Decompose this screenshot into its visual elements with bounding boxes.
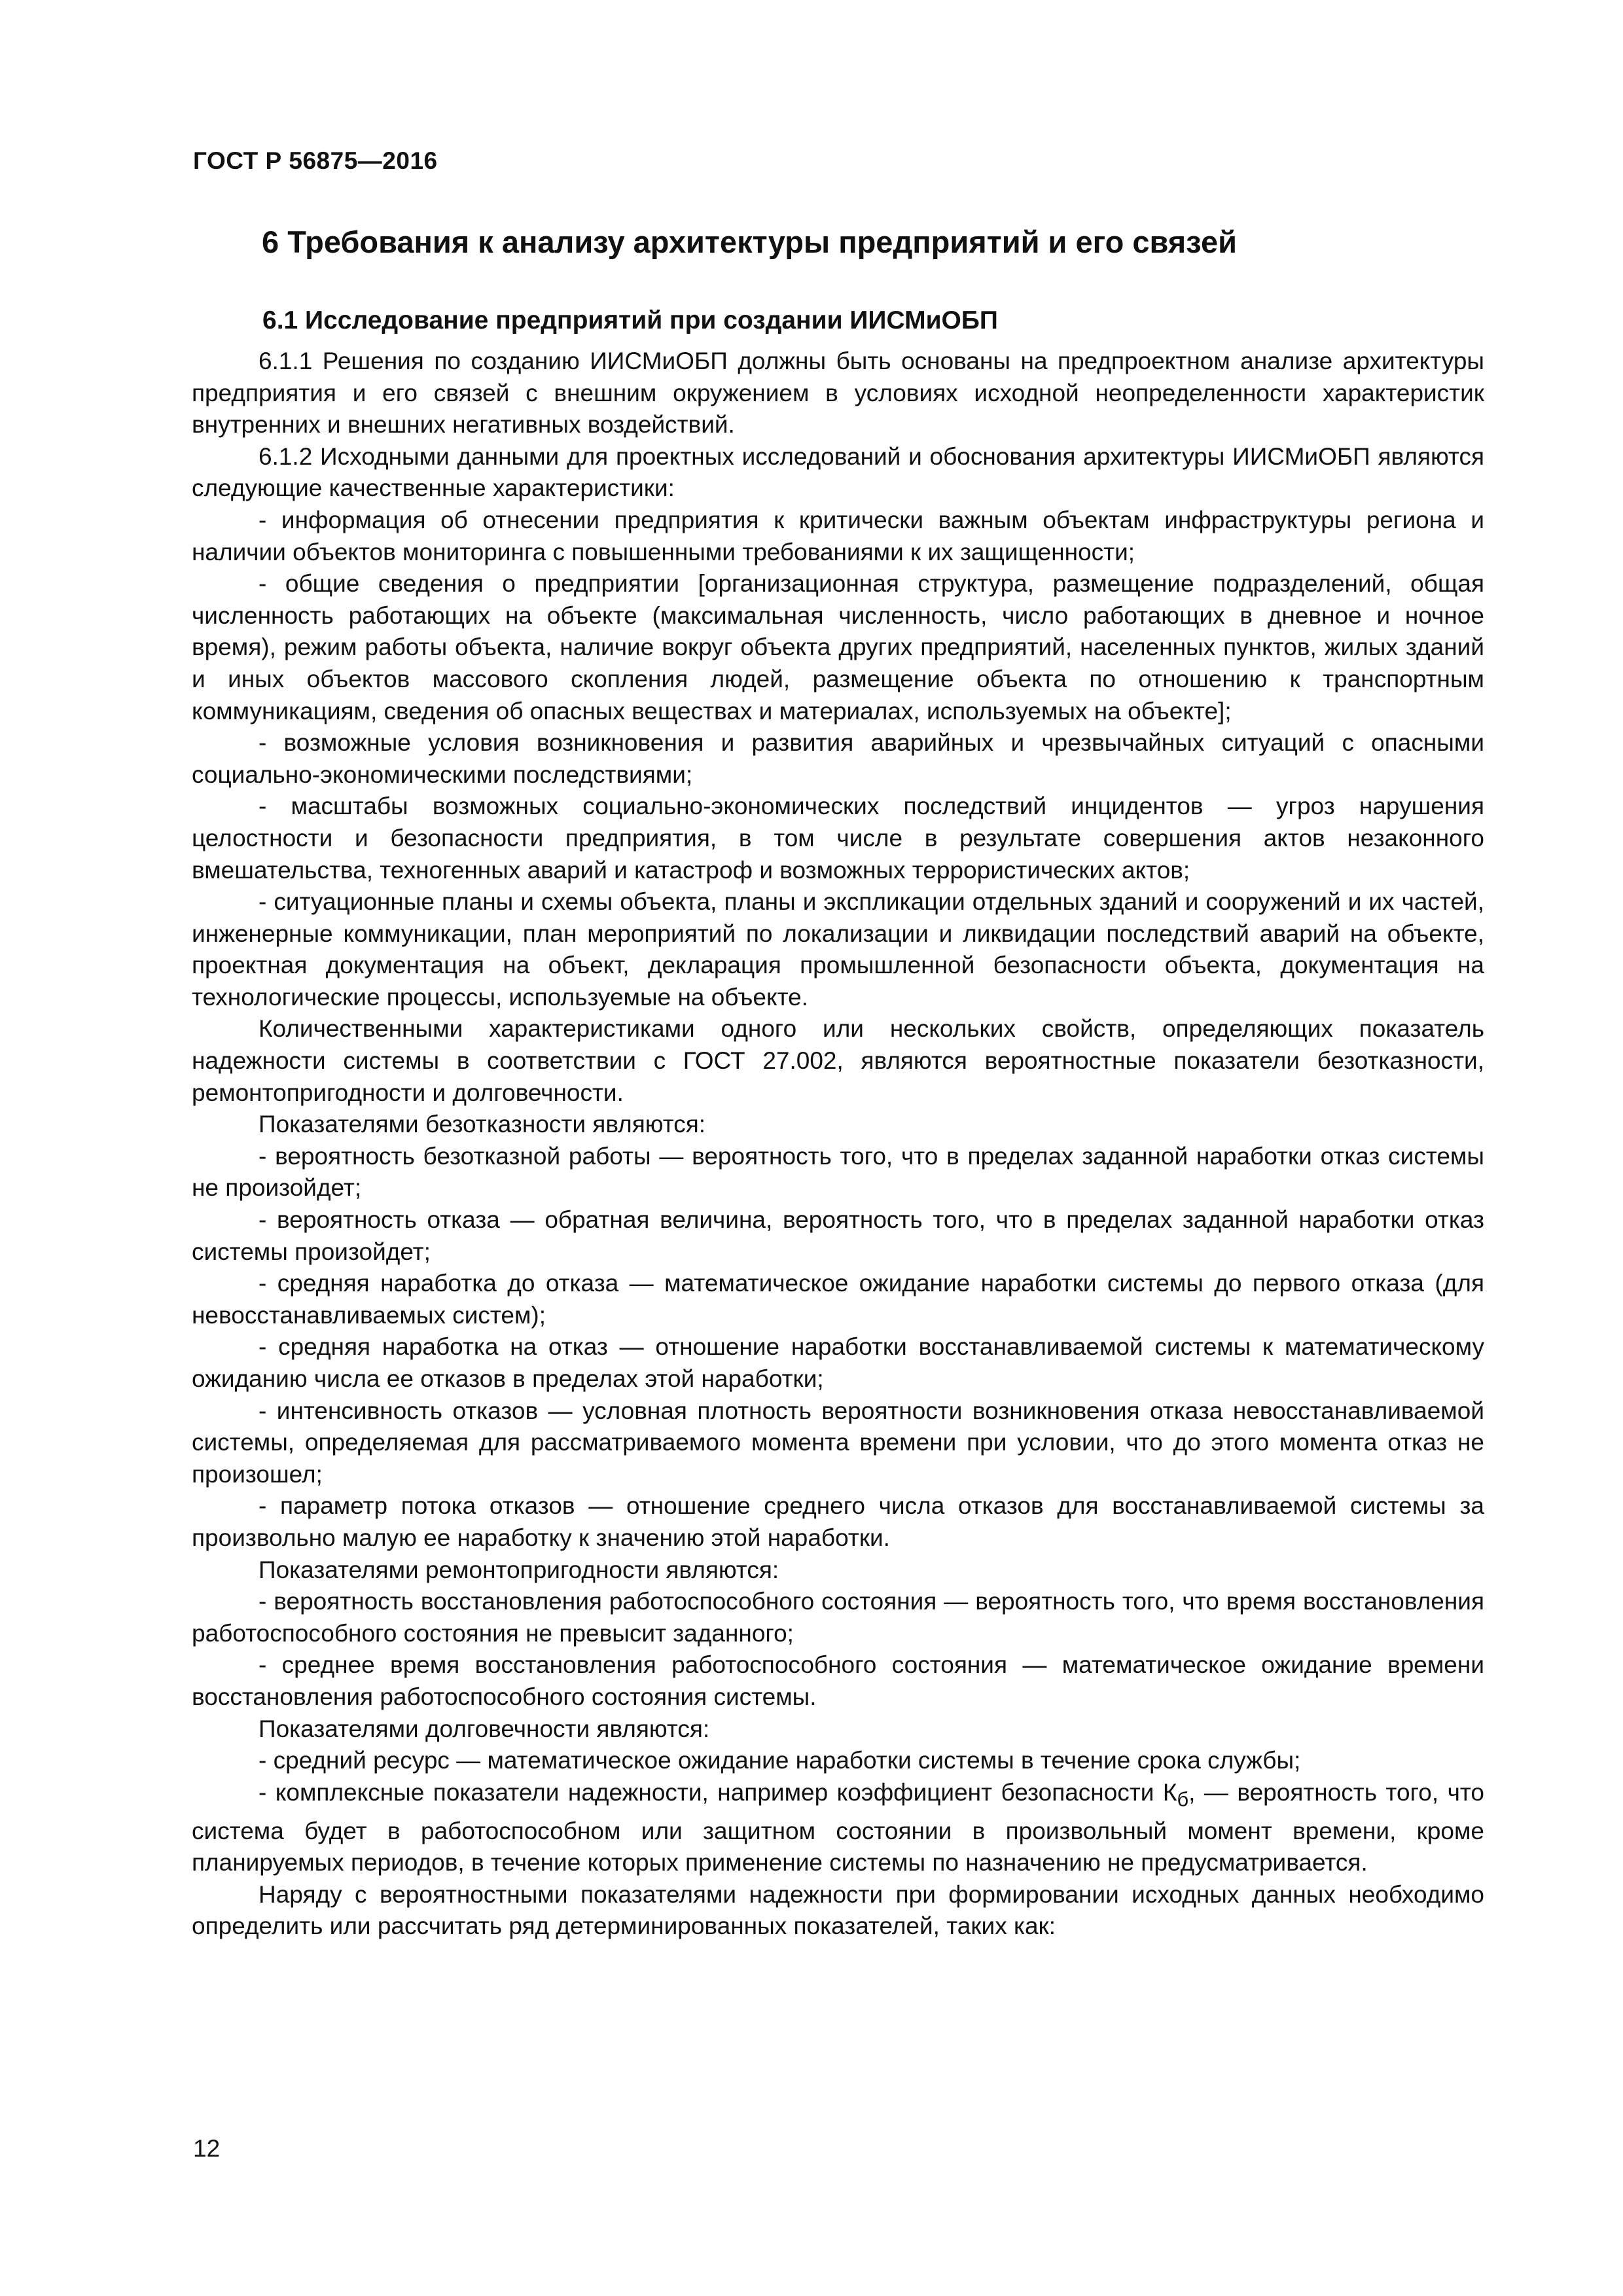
standard-number-header: ГОСТ Р 56875—2016 [193, 147, 438, 174]
list-item: - информация об отнесении предприятия к критически важным объектам инфраструктуры региона и наличии объектов мониторинга с повышенными требованиями к их защищенности; [192, 506, 1484, 565]
paragraph: Количественными характеристиками одного или нескольких свойств, определяющих показатель надежности системы в соответствии с ГОСТ 27.002, являются вероятностные показатели безотказности, ремонтопригодности и долговечности. [192, 1015, 1484, 1106]
list-item: - вероятность отказа — обратная величина, вероятность того, что в пределах заданной наработки отказ системы произойдет; [192, 1206, 1484, 1265]
complex-item-text: - комплексные показатели надежности, например коэффициент безопасности К [259, 1778, 1177, 1806]
list-item: - масштабы возможных социально-экономических последствий инцидентов — угроз нарушения целостности и безопасности предприятия, в том числе в результате совершения актов незаконного вмешательства, техногенных аварий и катастроф и возможных террористических актов; [192, 793, 1484, 884]
paragraph: Показателями безотказности являются: [259, 1111, 706, 1138]
list-item-complex [192, 1777, 1484, 1879]
list-item: - интенсивность отказов — условная плотность вероятности возникновения отказа невосстанавливаемой системы, определяемая для рассматриваемого момента времени при условии, что до этого момента отказ не произошел; [192, 1397, 1484, 1488]
list-item: - общие сведения о предприятии [организационная структура, размещение подразделений, общая численность работающих на объекте (максимальная численность, число работающих в дневное и ночное время), режим работы объекта, наличие вокруг объекта других предприятий, населенных пунктов, жилых зданий и иных объектов массового скопления людей, размещение объекта по отношению к транспортным коммуникациям, сведения об опасных веществах и материалах, используемых на объекте]; [192, 570, 1484, 725]
list-item: - средняя наработка на отказ — отношение наработки восстанавливаемой системы к математическому ожиданию числа ее отказов в пределах этой наработки; [192, 1333, 1484, 1392]
list-item: - вероятность безотказной работы — вероятность того, что в пределах заданной наработки отказ системы не произойдет; [192, 1142, 1484, 1202]
complex-item-subscript: б [1177, 1787, 1189, 1811]
complex-item-text-after: , — вероятность того, что система будет в работоспособном или защитном состоянии в произвольный момент времени, кроме планируемых периодов, в течение которых применение системы по назначению не предусматривается. [192, 1778, 1484, 1876]
list-item: - ситуационные планы и схемы объекта, планы и экспликации отдельных зданий и сооружений и их частей, инженерные коммуникации, план мероприятий по локализации и ликвидации последствий аварий на объекте, проектная документация на объект, декларация промышленной безопасности объекта, документация на технологические процессы, используемые на объекте. [192, 888, 1484, 1011]
list-item: - вероятность восстановления работоспособного состояния — вероятность того, что время восстановления работоспособного состояния не превысит заданного; [192, 1588, 1484, 1647]
section-title: 6 Требования к анализу архитектуры предприятий и его связей [262, 224, 1237, 259]
list-item: - средняя наработка до отказа — математическое ожидание наработки системы до первого отказа (для невосстанавливаемых систем); [192, 1270, 1484, 1329]
paragraph: Наряду с вероятностными показателями надежности при формировании исходных данных необходимо определить или рассчитать ряд детерминированных показателей, таких как: [192, 1880, 1484, 1940]
paragraph: Показателями долговечности являются: [259, 1715, 710, 1742]
list-item: - средний ресурс — математическое ожидание наработки системы в течение срока службы; [259, 1747, 1301, 1774]
list-item: - параметр потока отказов — отношение среднего числа отказов для восстанавливаемой системы за произвольно малую ее наработку к значению этой наработки. [192, 1492, 1484, 1551]
paragraph: Показателями ремонтопригодности являются: [259, 1556, 779, 1583]
page-content [192, 216, 1484, 1943]
page-number: 12 [193, 2135, 221, 2162]
list-item: - возможные условия возникновения и развития аварийных и чрезвычайных ситуаций с опасными социально-экономическими последствиями; [192, 729, 1484, 788]
body-text [192, 346, 1484, 1943]
paragraph: 6.1.1 Решения по созданию ИИСМиОБП должны быть основаны на предпроектном анализе архитектуры предприятия и его связей с внешним окружением в условиях исходной неопределенности характеристик внутренних и внешних негативных воздействий. [192, 348, 1484, 439]
list-item: - среднее время восстановления работоспособного состояния — математическое ожидание времени восстановления работоспособного состояния системы. [192, 1651, 1484, 1710]
paragraph: 6.1.2 Исходными данными для проектных исследований и обоснования архитектуры ИИСМиОБП являются следующие качественные характеристики: [192, 442, 1484, 502]
subsection-title: 6.1 Исследование предприятий при создании ИИСМиОБП [262, 306, 998, 334]
